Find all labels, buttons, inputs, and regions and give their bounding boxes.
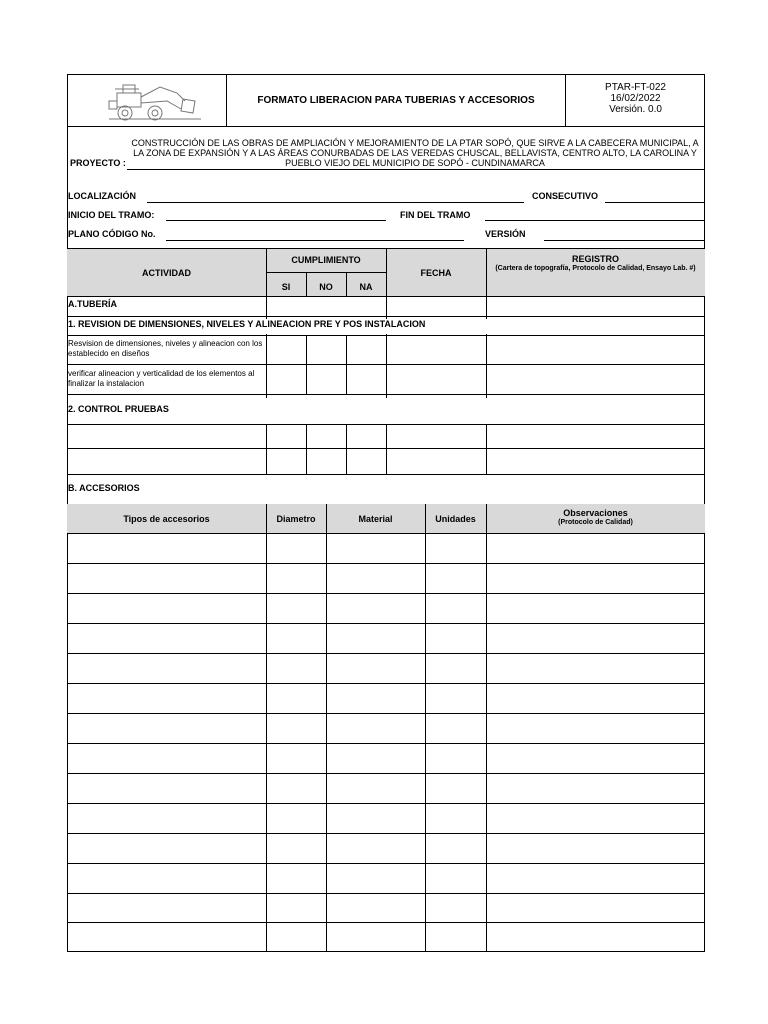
project-label: PROYECTO : — [70, 158, 126, 168]
section-revision-title: 1. REVISION DE DIMENSIONES, NIVELES Y ALINEACION PRE Y POS INSTALACION — [68, 319, 704, 334]
activity-row-2-text: verificar alineacion y verticalidad de los elementos al finalizar la instalacion — [68, 369, 255, 388]
col-diametro: Diametro — [276, 514, 316, 524]
col-registro — [486, 254, 705, 273]
activity-row-1-text: Resvision de dimensiones, niveles y alineacion con los establecido en diseños — [68, 339, 263, 358]
section-control-pruebas: 2. CONTROL PRUEBAS — [68, 398, 704, 424]
col-actividad: ACTIVIDAD — [142, 267, 191, 278]
accessory-row-divider — [67, 743, 705, 744]
registro-subtitle: (Cartera de topografía, Protocolo de Calidad, Ensayo Lab. #) — [495, 265, 696, 272]
consecutivo-field[interactable] — [605, 202, 705, 203]
form-title: FORMATO LIBERACION PARA TUBERIAS Y ACCESORIOS — [257, 94, 535, 106]
doc-code-cell — [565, 74, 705, 126]
accessory-row-divider — [67, 922, 705, 923]
accessory-row-divider — [67, 773, 705, 774]
consecutivo-label: CONSECUTIVO — [532, 191, 599, 201]
accessory-row-divider — [67, 623, 705, 624]
col-unidades: Unidades — [435, 514, 476, 524]
col-fecha: FECHA — [420, 267, 452, 278]
localizacion-field[interactable] — [147, 202, 524, 203]
version-field[interactable] — [544, 240, 705, 241]
col-cumplimiento: CUMPLIMIENTO — [291, 255, 361, 265]
fin-tramo-label: FIN DEL TRAMO — [400, 210, 471, 220]
fin-tramo-field[interactable] — [485, 220, 705, 221]
col-na: NA — [359, 281, 373, 292]
registro-title: REGISTRO — [571, 254, 619, 264]
doc-code: PTAR-FT-022 — [605, 82, 666, 93]
header-logo-cell — [67, 74, 227, 126]
col-no: NO — [319, 281, 333, 292]
section-a-tuberia: A.TUBERÍA — [68, 299, 265, 315]
accessory-row-divider — [67, 803, 705, 804]
control-row-2[interactable] — [67, 449, 705, 475]
col-si: SI — [281, 281, 291, 292]
doc-version: Versión. 0.0 — [609, 104, 662, 115]
localizacion-label: LOCALIZACIÓN — [68, 191, 136, 201]
accessory-row-divider — [67, 833, 705, 834]
control-row-1[interactable] — [67, 424, 705, 449]
section-b-accesorios: B. ACCESORIOS — [68, 483, 140, 493]
accessory-row-divider — [67, 683, 705, 684]
col-tipos: Tipos de accesorios — [123, 514, 210, 524]
col-material: Material — [358, 514, 393, 524]
project-text: CONSTRUCCIÓN DE LAS OBRAS DE AMPLIACIÓN Y MEJORAMIENTO DE LA PTAR SOPÓ, QUE SIRVE A LA CABECERA MUNICIPAL, A LA ZONA DE EXPANSIÓN Y A LAS ÁREAS CONURBADAS DE LAS VEREDAS CHUSCAL, BELLAVISTA, CENTRO ALTO, LA CAROLINA Y PUEBLO VIEJO DEL MUNICIPIO DE SOPÓ - CUNDINAMARCA — [131, 138, 699, 168]
accessory-row-divider — [67, 713, 705, 714]
inicio-tramo-field[interactable] — [166, 220, 386, 221]
accessory-row-divider — [67, 893, 705, 894]
col-observaciones — [486, 508, 705, 527]
accessory-row-divider — [67, 593, 705, 594]
plano-codigo-field[interactable] — [166, 240, 464, 241]
accessory-row-divider — [67, 863, 705, 864]
observaciones-title: Observaciones — [563, 508, 628, 518]
plano-codigo-label: PLANO CÓDIGO No. — [68, 229, 156, 239]
observaciones-subtitle: (Protocolo de Calidad) — [558, 519, 633, 526]
accessory-row-divider — [67, 563, 705, 564]
accessory-row-divider — [67, 653, 705, 654]
inicio-tramo-label: INICIO DEL TRAMO: — [68, 210, 155, 220]
excavator-icon — [105, 79, 205, 123]
version-label: VERSIÓN — [485, 229, 526, 239]
doc-date: 16/02/2022 — [610, 93, 661, 104]
